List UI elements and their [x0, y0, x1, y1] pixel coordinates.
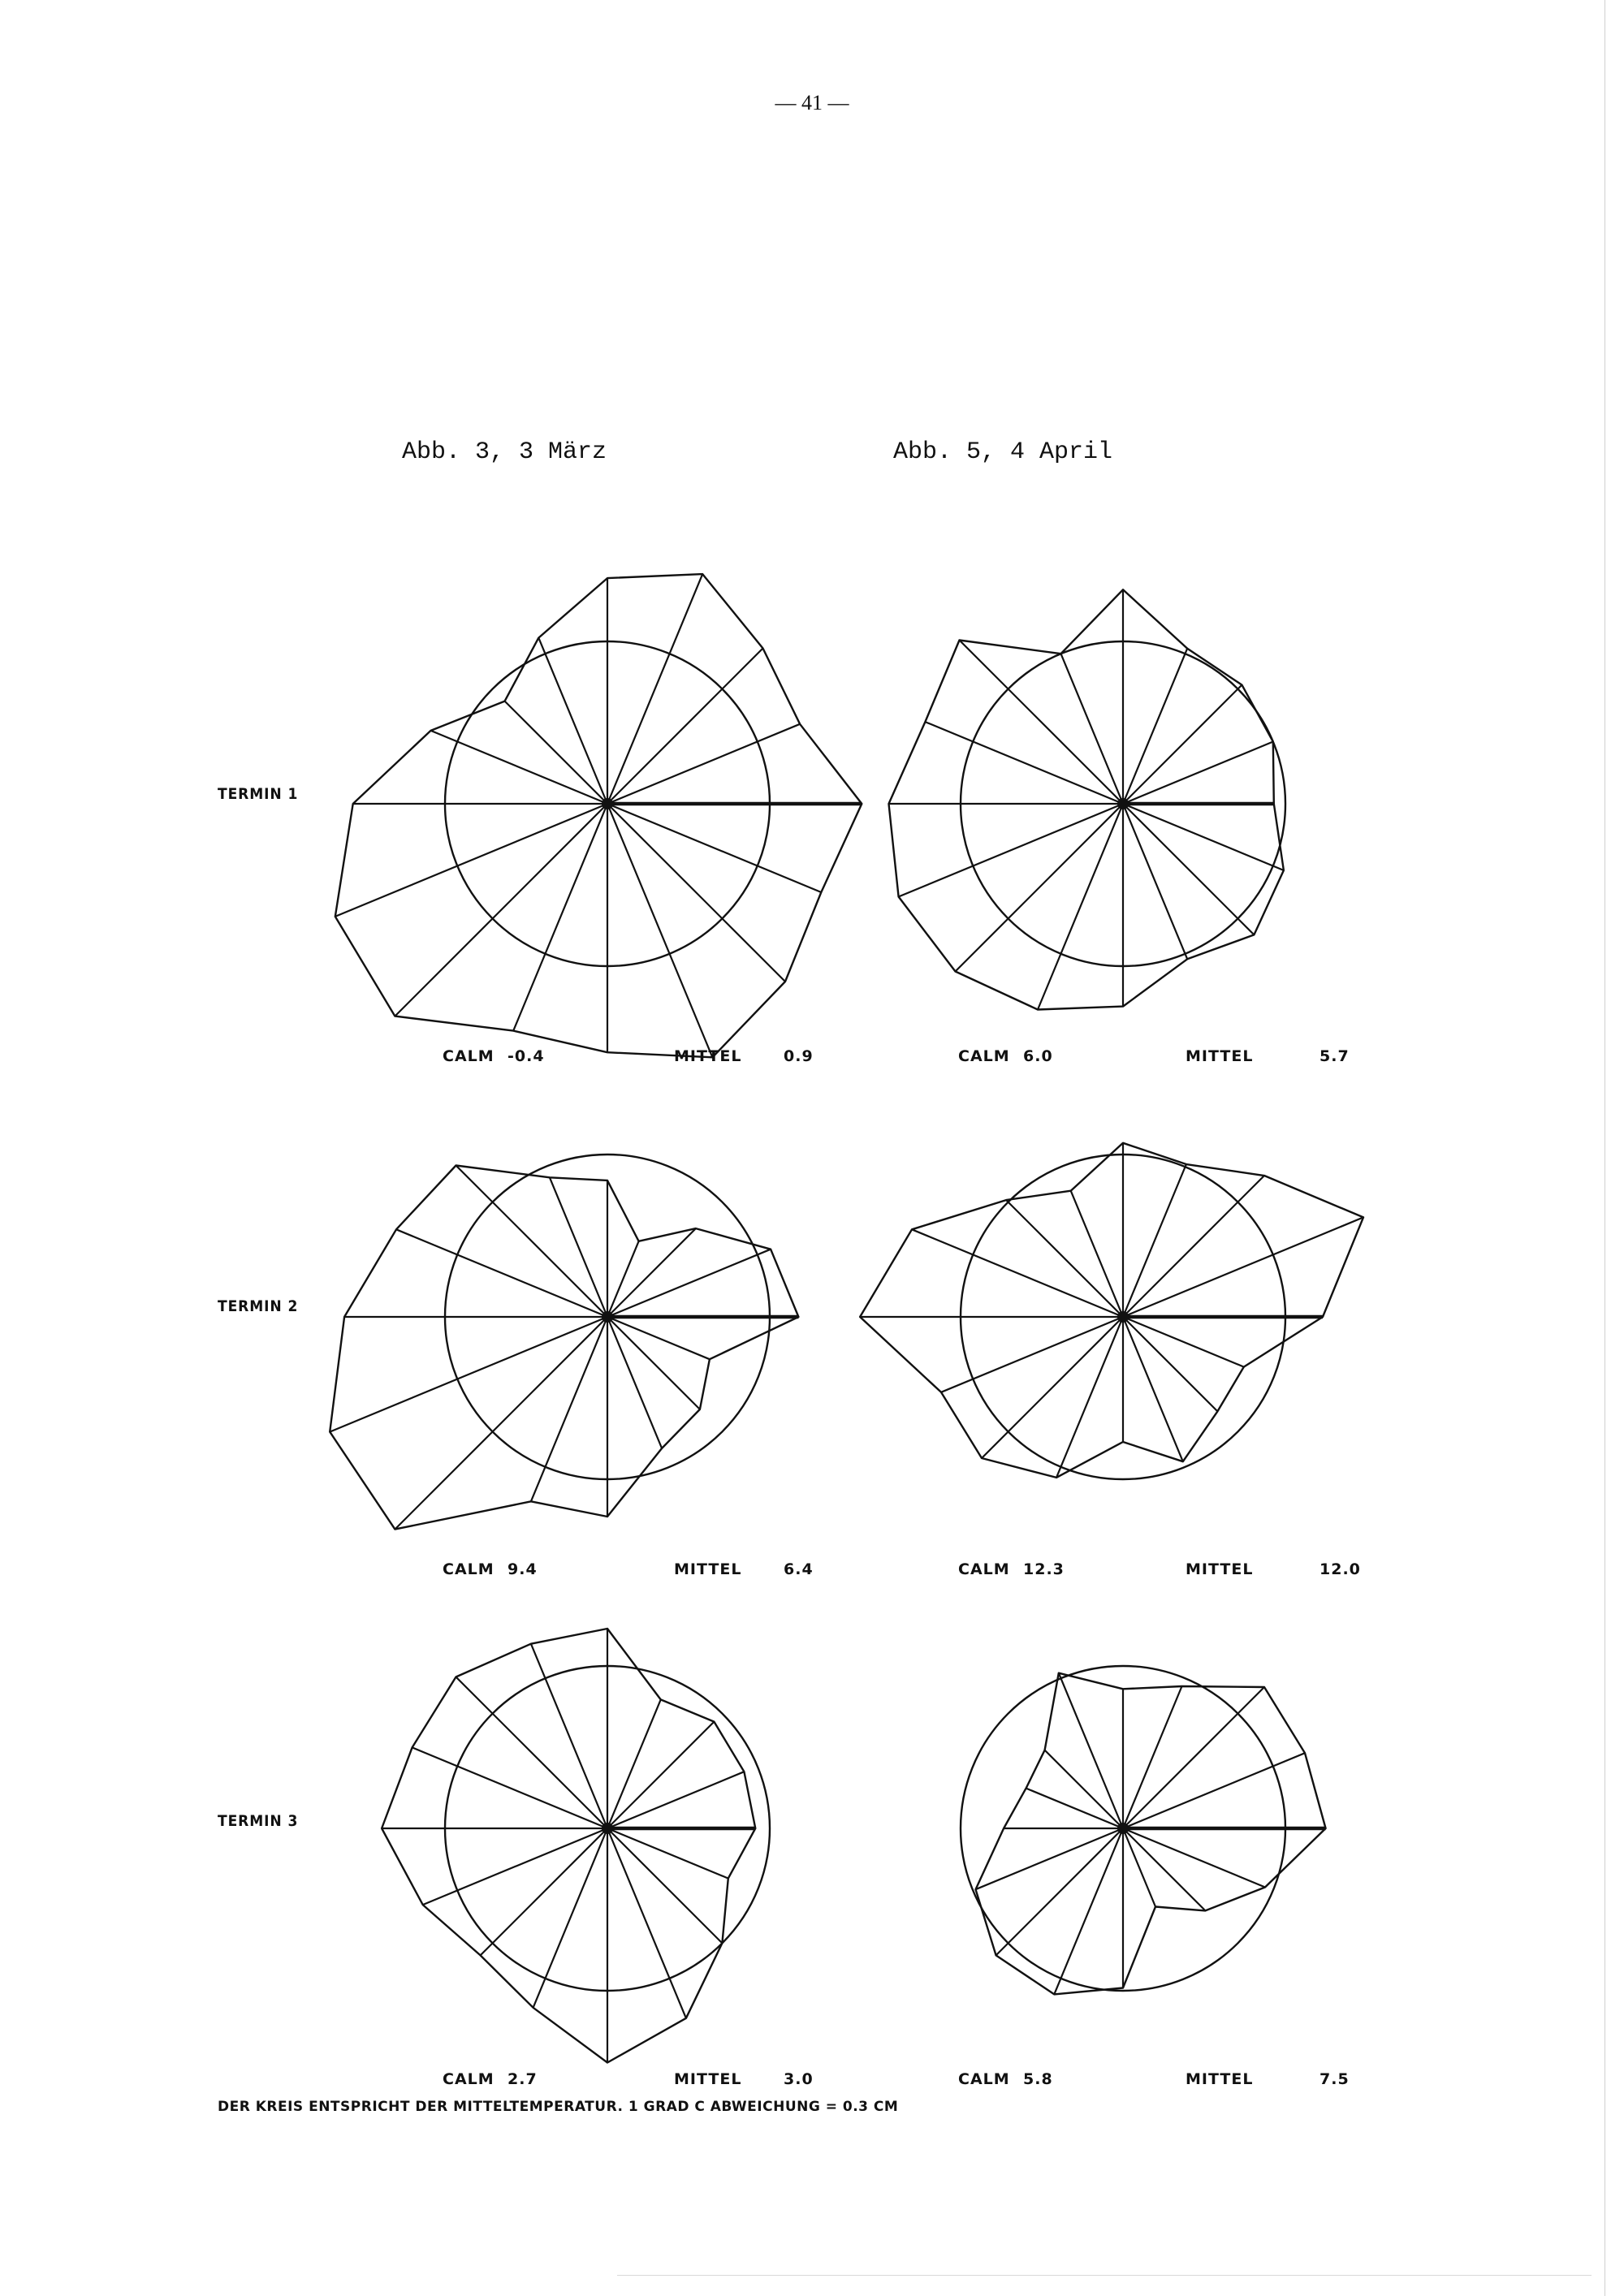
rose-center-point [602, 798, 613, 809]
mittel-value: 5.7 [1320, 1047, 1350, 1065]
direction-spoke-15 [1123, 1828, 1205, 1910]
footnote: DER KREIS ENTSPRICHT DER MITTELTEMPERATUR. 1 GRAD C ABWEICHUNG = 0.3 CM [218, 2099, 899, 2115]
direction-spoke-3 [1123, 685, 1242, 804]
mittel-label: MITTEL [1186, 1047, 1254, 1065]
direction-spoke-7 [505, 701, 607, 804]
calm-value: 6.0 [1023, 1047, 1053, 1065]
row-label-termin-1: TERMIN 1 [218, 785, 299, 803]
direction-spoke-15 [1123, 804, 1254, 934]
direction-spoke-2 [1123, 1217, 1363, 1317]
calm-label: CALM [958, 1560, 1010, 1578]
rose-panel-1 [335, 574, 862, 1057]
rose-center-point [1117, 1823, 1129, 1834]
figure-header-april: Abb. 5, 4 April [893, 438, 1113, 466]
temperature-polygon [335, 574, 862, 1057]
direction-spoke-14 [607, 804, 712, 1057]
row-label-termin-3: TERMIN 3 [218, 1812, 299, 1830]
rose-center-point [602, 1823, 613, 1834]
direction-spoke-3 [607, 1228, 696, 1317]
direction-spoke-7 [1006, 1200, 1123, 1317]
rose-panel-5 [382, 1629, 770, 2063]
calm-label: CALM [443, 2070, 495, 2088]
rose-center-point [1117, 1311, 1129, 1323]
direction-spoke-11 [996, 1828, 1123, 1955]
mittel-value: 12.0 [1320, 1560, 1361, 1578]
calm-value: 5.8 [1023, 2070, 1053, 2088]
mittel-label: MITTEL [674, 1560, 742, 1578]
direction-spoke-15 [607, 804, 785, 982]
page-number: — 41 — [775, 91, 849, 114]
calm-value: 12.3 [1023, 1560, 1065, 1578]
rose-panel-3 [330, 1154, 798, 1530]
rose-panel-4 [860, 1143, 1363, 1479]
temperature-polygon [860, 1143, 1363, 1478]
direction-spoke-7 [456, 1166, 608, 1318]
calm-label: CALM [958, 1047, 1010, 1065]
mittel-label: MITTEL [674, 1047, 742, 1065]
calm-label: CALM [443, 1047, 495, 1065]
direction-spoke-7 [456, 1677, 608, 1829]
row-label-termin-2: TERMIN 2 [218, 1297, 299, 1315]
mittel-label: MITTEL [1186, 1560, 1254, 1578]
rose-center-point [1117, 798, 1129, 809]
direction-spoke-3 [607, 649, 763, 805]
direction-spoke-10 [330, 1317, 607, 1432]
calm-label: CALM [443, 1560, 495, 1578]
rose-center-point [602, 1311, 613, 1323]
calm-value: 2.7 [508, 2070, 538, 2088]
mittel-value: 7.5 [1320, 2070, 1350, 2088]
direction-spoke-11 [982, 1317, 1123, 1458]
direction-spoke-3 [607, 1722, 714, 1828]
direction-spoke-10 [335, 804, 607, 917]
direction-spoke-3 [1123, 1176, 1264, 1317]
direction-spoke-15 [1123, 1317, 1217, 1411]
temperature-polygon [330, 1166, 798, 1530]
temperature-polygon [889, 589, 1284, 1009]
rose-panel-6 [961, 1666, 1326, 1994]
figure-header-maerz: Abb. 3, 3 März [402, 438, 607, 466]
mittel-value: 3.0 [784, 2070, 814, 2088]
calm-label: CALM [958, 2070, 1010, 2088]
mittel-label: MITTEL [674, 2070, 742, 2088]
direction-spoke-7 [960, 641, 1124, 805]
direction-spoke-11 [481, 1828, 607, 1955]
mittel-label: MITTEL [1186, 2070, 1254, 2088]
direction-spoke-11 [956, 804, 1124, 972]
direction-spoke-3 [1123, 1687, 1264, 1828]
temperature-polygon [976, 1673, 1326, 1995]
calm-value: 9.4 [508, 1560, 538, 1578]
direction-spoke-11 [395, 804, 607, 1016]
direction-spoke-15 [607, 1828, 722, 1943]
mittel-value: 6.4 [784, 1560, 814, 1578]
calm-value: -0.4 [508, 1047, 545, 1065]
rose-panel-2 [889, 589, 1286, 1009]
direction-spoke-15 [607, 1317, 700, 1409]
direction-spoke-11 [395, 1317, 607, 1530]
direction-spoke-7 [1045, 1750, 1123, 1828]
mittel-value: 0.9 [784, 1047, 814, 1065]
